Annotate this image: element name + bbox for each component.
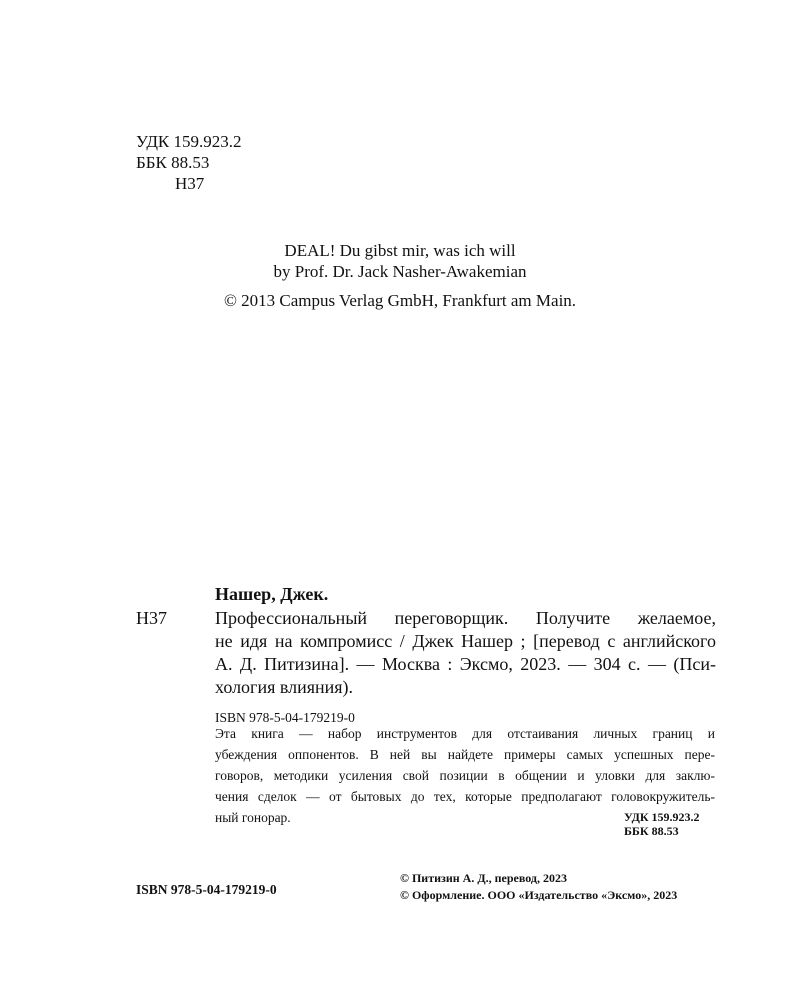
original-author: by Prof. Dr. Jack Nasher-Awakemian	[273, 262, 527, 281]
original-copyright: © 2013 Campus Verlag GmbH, Frankfurt am Main.	[223, 291, 577, 310]
bib-line: хология влияния).	[215, 677, 354, 697]
bib-line: А. Д. Питизина]. — Москва : Эксмо, 2023. — 304 с. — (Пси-	[215, 654, 716, 674]
original-edition-block	[0, 240, 714, 311]
udk-code: УДК 159.923.2	[136, 132, 242, 151]
bib-isbn: ISBN 978-5-04-179219-0	[215, 710, 355, 725]
classification-block	[136, 131, 242, 194]
author-sign: Н37	[175, 174, 205, 193]
bottom-classification	[624, 810, 700, 838]
annotation-line: чения сделок — от бытовых до тех, которые предполагают головокружитель-	[215, 789, 715, 804]
copyright-design: © Оформление. ООО «Издательство «Эксмо», 2023	[400, 888, 678, 902]
bottom-isbn: ISBN 978-5-04-179219-0	[136, 882, 277, 897]
bib-author-heading: Нашер, Джек.	[215, 584, 329, 604]
annotation-line: Эта книга — набор инструментов для отстаивания личных границ и	[215, 726, 715, 741]
annotation-line: убеждения оппонентов. В ней вы найдете примеры самых успешных пере-	[215, 747, 715, 762]
bib-line: не идя на компромисс / Джек Нашер ; [перевод с английского	[215, 631, 716, 651]
copyright-translation: © Питизин А. Д., перевод, 2023	[400, 871, 567, 885]
bib-index: Н37	[136, 608, 167, 628]
bibliographic-record	[136, 583, 716, 728]
bottom-bbk: ББК 88.53	[624, 824, 679, 838]
bib-line: Профессиональный переговорщик. Получите желаемое,	[215, 608, 716, 628]
original-title: DEAL! Du gibst mir, was ich will	[284, 241, 516, 260]
bottom-copyrights	[400, 870, 677, 904]
bbk-code: ББК 88.53	[136, 153, 210, 172]
annotation-line: говоров, методики усиления свой позиции в общении и уловки для заклю-	[215, 768, 715, 783]
bottom-udk: УДК 159.923.2	[624, 810, 700, 824]
bib-description	[215, 607, 716, 699]
annotation-line: ный гонорар.	[215, 810, 291, 825]
